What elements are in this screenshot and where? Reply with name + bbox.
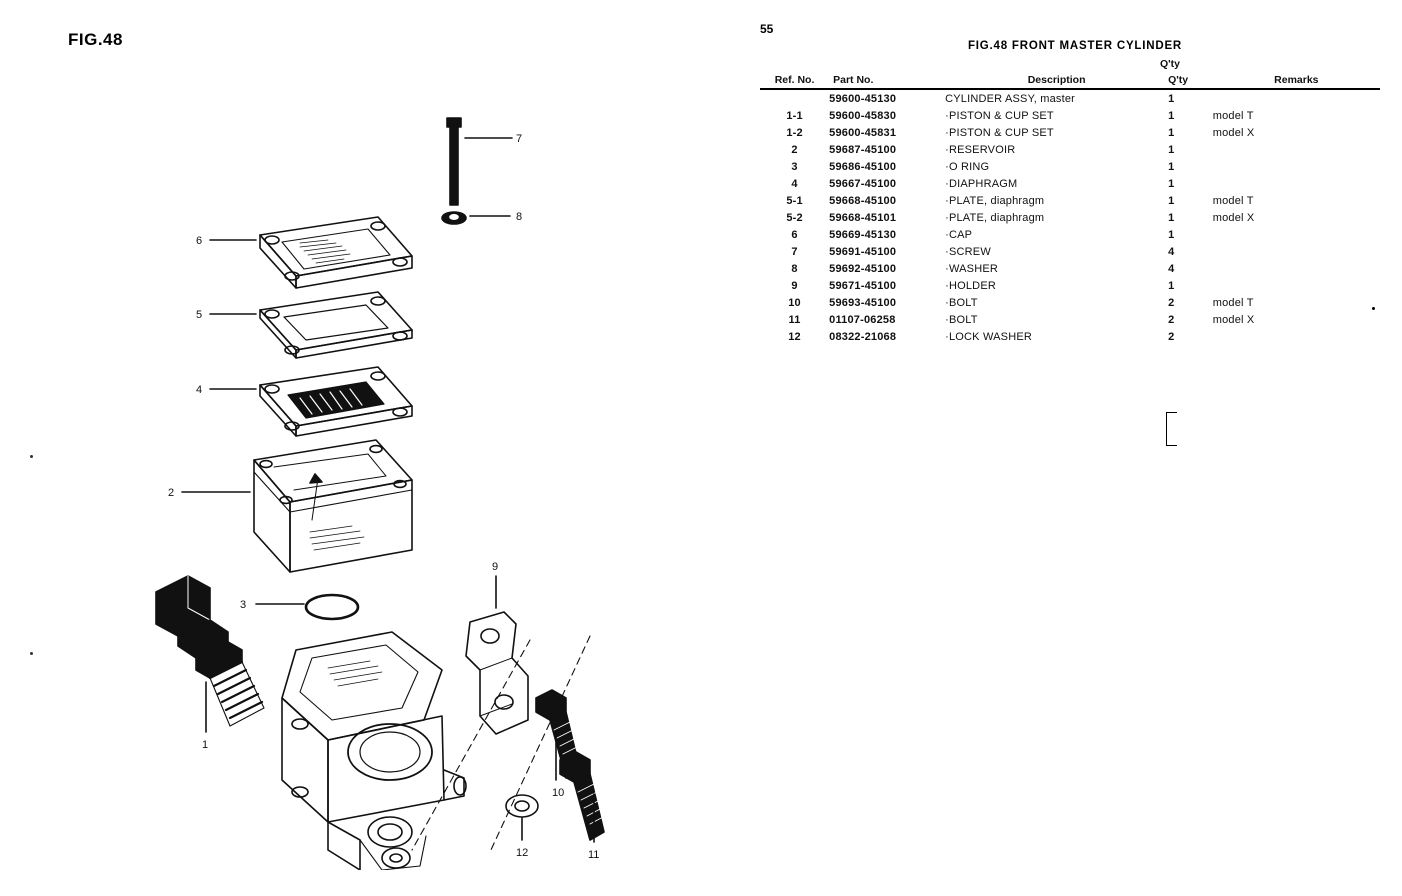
cell-ref: 4 — [791, 177, 798, 190]
cell-part: 59600-45830 — [829, 109, 897, 122]
svg-text:6: 6 — [196, 235, 203, 247]
table-row — [760, 89, 1380, 107]
column-header-qty: Q'ty — [1168, 74, 1213, 89]
table-row — [760, 141, 1380, 158]
cell-part: 59667-45100 — [829, 177, 897, 190]
parts-table-area — [760, 40, 1380, 345]
svg-text:8: 8 — [516, 211, 523, 223]
cell-remarks — [1213, 226, 1380, 243]
svg-text:12: 12 — [516, 847, 529, 859]
part-7-screw — [447, 118, 522, 205]
svg-text:5: 5 — [196, 309, 203, 321]
cell-qty: 2 — [1168, 330, 1175, 343]
cell-description: ·LOCK WASHER — [945, 330, 1033, 343]
column-header-ref: Ref. No. — [760, 74, 829, 89]
cell-remarks: model X — [1212, 313, 1255, 326]
part-9-holder — [466, 561, 528, 734]
stray-mark-left-upper — [30, 455, 33, 458]
cell-ref: 5-1 — [786, 194, 803, 207]
svg-text:2: 2 — [168, 487, 175, 499]
table-row — [760, 277, 1380, 294]
cell-remarks — [1213, 158, 1380, 175]
cell-part: 01107-06258 — [829, 313, 896, 326]
cell-description: ·HOLDER — [945, 279, 996, 292]
cell-remarks — [1213, 141, 1380, 158]
cell-ref: 5-2 — [786, 211, 803, 224]
cell-description: ·O RING — [945, 160, 990, 173]
column-header-remarks: Remarks — [1213, 74, 1380, 89]
cell-description: ·WASHER — [945, 262, 999, 275]
cell-qty: 1 — [1168, 279, 1175, 292]
stray-mark-left-lower — [30, 652, 33, 655]
cell-part: 59686-45100 — [829, 160, 897, 173]
cell-remarks — [1213, 175, 1380, 192]
cell-description: ·DIAPHRAGM — [945, 177, 1018, 190]
svg-text:11: 11 — [588, 849, 600, 861]
parts-table — [760, 74, 1380, 345]
cell-remarks: model T — [1212, 109, 1254, 122]
part-11-bolt — [560, 752, 605, 861]
cell-description: ·RESERVOIR — [945, 143, 1016, 156]
figure-label: FIG.48 — [68, 30, 123, 49]
table-row — [760, 243, 1380, 260]
cell-qty: 1 — [1168, 228, 1175, 241]
svg-text:3: 3 — [240, 599, 247, 611]
part-8-washer — [442, 211, 522, 224]
svg-text:9: 9 — [492, 561, 499, 573]
cell-remarks: model X — [1212, 126, 1255, 139]
cell-part: 59691-45100 — [829, 245, 897, 258]
table-row — [760, 175, 1380, 192]
cell-description: CYLINDER ASSY, master — [945, 92, 1076, 105]
table-row — [760, 124, 1380, 141]
cell-remarks — [1213, 89, 1380, 107]
page-number: 55 — [760, 22, 774, 36]
master-cylinder-body — [282, 632, 466, 870]
cell-ref: 9 — [791, 279, 798, 292]
cell-qty: 1 — [1168, 177, 1175, 190]
svg-text:7: 7 — [516, 133, 523, 145]
table-header-row — [760, 74, 1380, 89]
cell-qty: 2 — [1168, 296, 1175, 309]
table-title: FIG.48 FRONT MASTER CYLINDER — [967, 40, 1183, 52]
cell-remarks — [1213, 243, 1380, 260]
part-5-plate-diaphragm — [196, 292, 412, 358]
cell-description: ·SCREW — [945, 245, 991, 258]
part-6-cap — [196, 217, 412, 288]
cell-part: 59671-45100 — [829, 279, 897, 292]
cell-remarks — [1213, 277, 1380, 294]
cell-description: ·PISTON & CUP SET — [945, 126, 1054, 139]
cell-description: ·BOLT — [945, 313, 978, 326]
table-row — [760, 107, 1380, 124]
table-row — [760, 311, 1380, 328]
cell-qty: 4 — [1168, 245, 1175, 258]
cell-ref: 11 — [788, 313, 801, 326]
svg-text:10: 10 — [552, 787, 565, 799]
svg-text:4: 4 — [196, 384, 203, 396]
cell-ref: 12 — [788, 330, 801, 343]
cell-qty: 1 — [1168, 143, 1175, 156]
table-row — [760, 328, 1380, 345]
cell-ref: 8 — [791, 262, 798, 275]
cell-part: 59692-45100 — [829, 262, 897, 275]
cell-part: 59669-45130 — [829, 228, 897, 241]
cell-ref: 1-2 — [786, 126, 803, 139]
column-header-description: Description — [945, 74, 1168, 89]
cell-part: 59600-45831 — [829, 126, 897, 139]
cell-part: 59668-45101 — [829, 211, 897, 224]
table-row — [760, 209, 1380, 226]
cell-qty: 1 — [1168, 126, 1175, 139]
cell-remarks: model X — [1212, 211, 1255, 224]
cell-part: 08322-21068 — [829, 330, 897, 343]
table-row — [760, 294, 1380, 311]
cell-part: 59668-45100 — [829, 194, 897, 207]
cell-ref — [760, 89, 829, 107]
cell-part: 59687-45100 — [829, 143, 897, 156]
cell-qty: 2 — [1168, 313, 1175, 326]
cell-part: 59600-45130 — [829, 92, 897, 105]
exploded-parts-diagram — [60, 80, 720, 870]
cell-ref: 6 — [791, 228, 798, 241]
cell-ref: 3 — [791, 160, 798, 173]
cell-qty: 1 — [1168, 194, 1175, 207]
cell-description: ·PISTON & CUP SET — [945, 109, 1054, 122]
cell-remarks — [1213, 328, 1380, 345]
cell-description: ·BOLT — [945, 296, 978, 309]
cell-ref: 2 — [791, 143, 798, 156]
cell-qty: 1 — [1168, 92, 1175, 105]
cell-ref: 7 — [791, 245, 798, 258]
table-row — [760, 226, 1380, 243]
cell-description: ·PLATE, diaphragm — [945, 194, 1045, 207]
cell-description: ·CAP — [945, 228, 973, 241]
cell-part: 59693-45100 — [829, 296, 897, 309]
cell-remarks — [1213, 260, 1380, 277]
cell-qty: 1 — [1168, 160, 1175, 173]
cell-qty: 1 — [1168, 109, 1175, 122]
table-row — [760, 158, 1380, 175]
part-2-reservoir — [168, 440, 412, 572]
part-1-piston-cup-set — [156, 576, 264, 751]
part-3-o-ring — [240, 595, 358, 619]
cell-ref: 10 — [788, 296, 801, 309]
table-row — [760, 192, 1380, 209]
part-4-diaphragm — [196, 367, 412, 436]
svg-text:1: 1 — [202, 739, 209, 751]
cell-qty: 4 — [1168, 262, 1175, 275]
qty-top-header: Q'ty — [1160, 58, 1181, 70]
cell-remarks: model T — [1212, 296, 1254, 309]
cell-qty: 1 — [1168, 211, 1175, 224]
cell-remarks: model T — [1212, 194, 1254, 207]
model-x-group-brace — [1166, 412, 1177, 446]
part-12-lock-washer — [506, 795, 538, 859]
cell-description: ·PLATE, diaphragm — [945, 211, 1045, 224]
cell-ref: 1-1 — [786, 109, 803, 122]
column-header-part: Part No. — [829, 74, 945, 89]
table-row — [760, 260, 1380, 277]
